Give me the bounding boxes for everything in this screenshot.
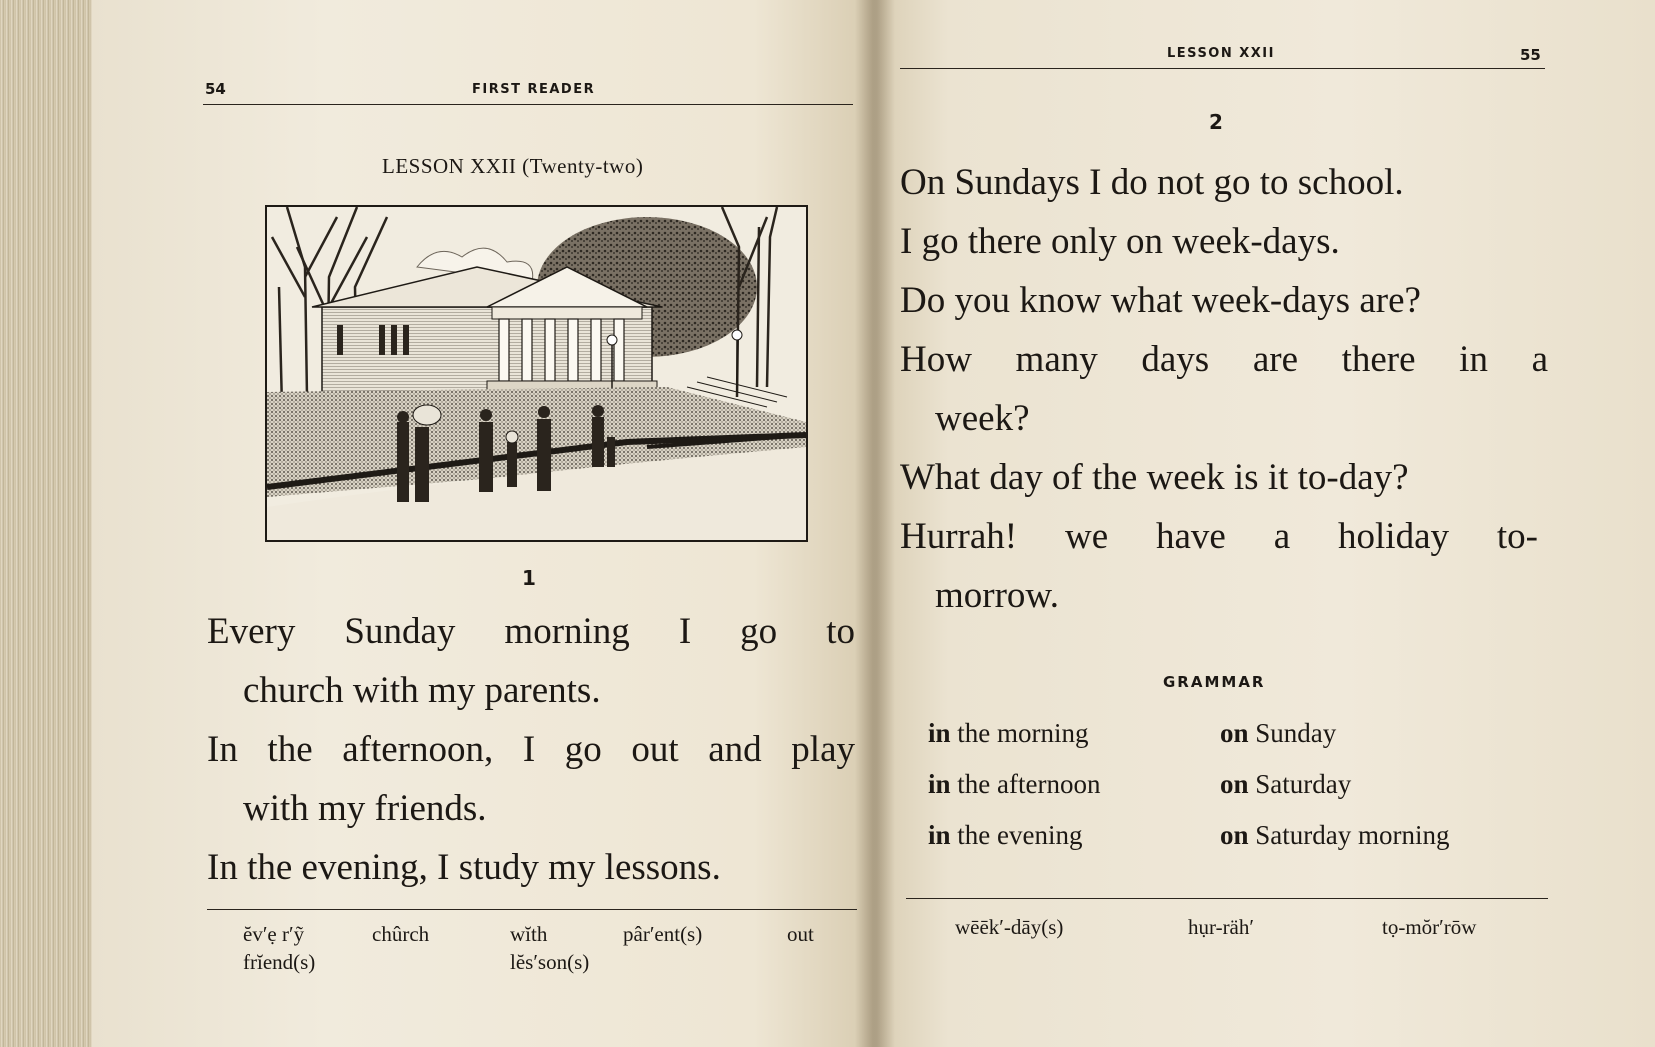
page-edges [0, 0, 94, 1047]
page-number-right: 55 [1520, 46, 1541, 64]
vocab-word: wĭth [510, 922, 548, 946]
reader-line: with my friends. [243, 788, 487, 829]
grammar-prep: on [1220, 769, 1249, 799]
reader-line: In the afternoon, I go out and play [207, 729, 855, 770]
vocab-word: chûrch [372, 922, 430, 946]
vocab-word: wēēk′-dāy(s) [955, 915, 1064, 939]
grammar-cell [928, 769, 1100, 800]
grammar-phrase: the morning [957, 718, 1089, 748]
grammar-phrase: Sunday [1255, 718, 1337, 748]
grammar-cell [1220, 820, 1450, 851]
book-gutter [855, 0, 895, 1047]
grammar-prep: in [928, 820, 951, 850]
grammar-cell [928, 718, 1089, 749]
page-number-left: 54 [205, 80, 226, 98]
reader-line: Do you know what week-days are? [900, 280, 1421, 321]
grammar-phrase: the afternoon [957, 769, 1101, 799]
grammar-prep: in [928, 718, 951, 748]
vocab-word: ĕv′ẹ r′ỹ [243, 922, 305, 946]
grammar-phrase: the evening [957, 820, 1083, 850]
reader-line: In the evening, I study my lessons. [207, 847, 721, 888]
reader-line: How many days are there in a [900, 339, 1548, 380]
reader-line: On Sundays I do not go to school. [900, 162, 1404, 203]
section-number-1: 1 [522, 566, 536, 590]
reader-line: Every Sunday morning I go to [207, 611, 855, 652]
section-number-2: 2 [1209, 110, 1223, 134]
grammar-cell [928, 820, 1083, 851]
vocab-word: pâr′ent(s) [623, 922, 703, 946]
reader-line: morrow. [935, 575, 1059, 616]
grammar-prep: in [928, 769, 951, 799]
running-head-left: FIRST READER [472, 82, 596, 97]
grammar-phrase: Saturday [1255, 769, 1352, 799]
grammar-prep: on [1220, 718, 1249, 748]
running-head-right: LESSON XXII [1167, 46, 1275, 61]
vocab-word: hụr-räh′ [1188, 915, 1254, 939]
grammar-cell [1220, 769, 1351, 800]
grammar-title: GRAMMAR [1163, 673, 1266, 691]
church-illustration [265, 205, 808, 542]
vocab-word: lĕs′son(s) [510, 950, 590, 974]
reader-line: I go there only on week-days. [900, 221, 1340, 262]
footer-rule-right [906, 898, 1548, 899]
vocab-word: out [787, 922, 814, 946]
reader-line: What day of the week is it to-day? [900, 457, 1409, 498]
vocab-word: tọ-mŏr′rōw [1382, 915, 1477, 939]
reader-line: church with my parents. [243, 670, 601, 711]
reader-line: Hurrah! we have a holiday to- [900, 516, 1538, 557]
footer-rule-left [207, 909, 857, 910]
grammar-cell [1220, 718, 1336, 749]
grammar-prep: on [1220, 820, 1249, 850]
church-illustration-drawing [267, 207, 806, 540]
reader-line: week? [935, 398, 1030, 439]
vocab-word: frĭend(s) [243, 950, 316, 974]
lesson-title: LESSON XXII (Twenty-two) [382, 154, 644, 178]
header-rule-right [900, 68, 1545, 69]
header-rule-left [203, 104, 853, 105]
grammar-phrase: Saturday morning [1255, 820, 1450, 850]
